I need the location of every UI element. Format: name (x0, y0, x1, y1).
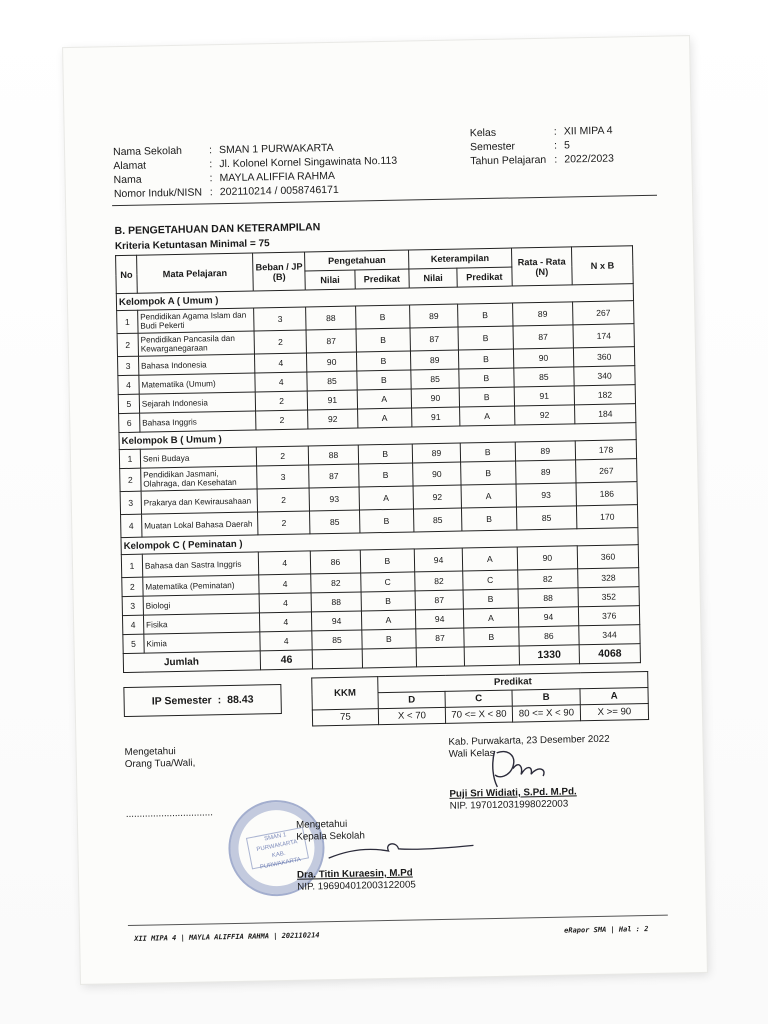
totals-jp: 46 (260, 650, 313, 670)
info-colon: : (209, 186, 213, 199)
cell-average: 82 (517, 569, 578, 589)
info-colon: : (553, 125, 557, 138)
ip-semester-box (123, 684, 282, 717)
info-label: Tahun Pelajaran (470, 153, 547, 168)
parent-line1: Mengetahui (124, 746, 176, 759)
cell-average: 89 (515, 460, 576, 484)
cell-knowledge-predicate: B (361, 591, 416, 611)
info-label: Alamat (113, 159, 147, 173)
kkm-value: 75 (312, 709, 378, 726)
group-title: Kelompok A ( Umum ) (116, 284, 633, 311)
cell-skills-score: 85 (413, 508, 462, 532)
info-value: 5 (563, 139, 570, 152)
cell-knowledge-score: 85 (312, 630, 362, 650)
cell-no: 2 (122, 577, 143, 596)
cell-no: 1 (117, 310, 138, 333)
cell-nxb: 340 (574, 366, 635, 386)
cell-skills-predicate: B (458, 326, 513, 350)
cell-nxb: 182 (574, 385, 635, 405)
cell-jp: 2 (254, 330, 307, 354)
grade-c: C (445, 690, 512, 707)
col-knowledge-score: Nilai (305, 270, 355, 290)
empty-cell (464, 646, 519, 666)
cell-average: 92 (514, 405, 575, 425)
info-colon: : (554, 153, 558, 166)
cell-knowledge-predicate: C (360, 572, 415, 592)
cell-knowledge-predicate: B (355, 305, 410, 329)
col-subject: Mata Pelajaran (136, 253, 253, 293)
cell-no: 3 (122, 596, 143, 615)
cell-subject: Kimia (144, 632, 260, 653)
footer-left: XII MIPA 4 | MAYLA ALIFFIA RAHMA | 202110214 (134, 931, 320, 943)
info-value: 2022/2023 (564, 152, 615, 166)
cell-nxb: 184 (575, 404, 636, 424)
cell-average: 85 (513, 367, 574, 387)
cell-knowledge-predicate: B (358, 463, 413, 487)
info-label: Kelas (469, 126, 497, 140)
predikat-header: Predikat (378, 671, 648, 692)
cell-subject: Pendidikan Jasmani, Olahraga, dan Kesehatan (141, 466, 258, 491)
section-title: B. PENGETAHUAN DAN KETERAMPILAN (114, 221, 321, 238)
cell-nxb: 178 (575, 440, 636, 460)
cell-subject: Prakarya dan Kewirausahaan (141, 489, 258, 514)
cell-knowledge-predicate: A (359, 486, 414, 510)
cell-no: 1 (119, 449, 140, 468)
cell-jp: 4 (260, 612, 313, 632)
info-colon: : (209, 172, 213, 185)
student-info (112, 140, 398, 205)
stamp-text: SMAN 1 PURWAKARTA KAB. PURWAKARTA (246, 827, 309, 870)
cell-no: 5 (118, 394, 139, 413)
cell-no: 6 (119, 413, 140, 432)
cell-skills-predicate: B (462, 507, 517, 531)
col-nxb: N x B (572, 246, 633, 285)
ip-label: IP Semester (151, 694, 212, 708)
cell-nxb: 376 (579, 606, 640, 626)
cell-subject: Bahasa Inggris (140, 411, 256, 432)
cell-no: 2 (117, 333, 138, 356)
teacher-name-block (449, 786, 577, 812)
report-card-page (63, 36, 707, 984)
cell-jp: 2 (256, 446, 309, 466)
cell-skills-score: 87 (416, 628, 464, 648)
cell-knowledge-score: 86 (311, 550, 361, 574)
cell-skills-score: 94 (415, 609, 463, 629)
cell-jp: 4 (259, 574, 312, 594)
cell-knowledge-score: 87 (306, 329, 356, 353)
cell-no: 3 (118, 356, 139, 375)
cell-jp: 4 (260, 631, 313, 651)
info-label: Nomor Induk/NISN (113, 186, 203, 201)
info-value: XII MIPA 4 (563, 124, 613, 138)
col-skills-predicate: Predikat (457, 267, 512, 287)
cell-skills-score: 89 (412, 443, 460, 463)
cell-skills-predicate: A (462, 547, 517, 571)
kkm-header: KKM (312, 677, 379, 710)
info-colon: : (553, 139, 558, 152)
principal-name: Dra. Titin Kuraesin, M.Pd (296, 867, 413, 881)
footer-right: eRapor SMA | Hal : 2 (564, 925, 649, 935)
principal-role: Kepala Sekolah (296, 830, 365, 843)
cell-no: 5 (123, 634, 144, 653)
cell-average: 85 (516, 506, 577, 530)
cell-knowledge-predicate: B (356, 351, 411, 371)
cell-average: 87 (513, 325, 574, 349)
cell-skills-score: 92 (413, 485, 462, 509)
cell-nxb: 174 (573, 324, 634, 348)
cell-skills-predicate: C (463, 570, 518, 590)
cell-no: 1 (121, 554, 142, 577)
totals-nxb: 4068 (579, 644, 640, 664)
info-colon: : (209, 158, 213, 171)
cell-average: 90 (517, 546, 578, 570)
cell-jp: 4 (259, 593, 312, 613)
cell-skills-predicate: A (460, 406, 515, 426)
cell-skills-predicate: B (459, 349, 514, 369)
cell-knowledge-score: 93 (309, 487, 359, 511)
cell-nxb: 170 (577, 505, 638, 529)
cell-jp: 2 (257, 488, 310, 512)
group-title: Kelompok B ( Umum ) (119, 423, 636, 450)
grades-table (115, 245, 641, 673)
cell-average: 89 (515, 441, 576, 461)
cell-knowledge-score: 85 (310, 510, 360, 534)
cell-knowledge-score: 85 (307, 371, 357, 391)
cell-subject: Seni Budaya (140, 447, 256, 468)
teacher-name: Puji Sri Widiati, S.Pd. M.Pd. (449, 786, 577, 800)
principal-name-block (297, 867, 416, 893)
cell-skills-score: 90 (413, 462, 462, 486)
cell-knowledge-score: 87 (309, 464, 359, 488)
cell-nxb: 186 (576, 482, 637, 506)
cell-subject: Matematika (Umum) (139, 373, 255, 394)
cell-subject: Biologi (143, 594, 259, 615)
group-title: Kelompok C ( Peminatan ) (121, 528, 638, 555)
cell-skills-score: 94 (414, 548, 463, 572)
cell-knowledge-score: 88 (311, 592, 361, 612)
cell-skills-score: 89 (410, 304, 459, 328)
cell-jp: 3 (254, 307, 307, 331)
cell-subject: Bahasa dan Sastra Inggris (142, 552, 259, 577)
totals-label: Jumlah (123, 651, 260, 673)
ip-separator: : (217, 694, 222, 707)
cell-subject: Bahasa Indonesia (138, 354, 254, 375)
cell-nxb: 360 (577, 545, 638, 569)
info-colon: : (208, 144, 213, 157)
cell-jp: 4 (255, 372, 308, 392)
cell-knowledge-score: 88 (309, 445, 359, 465)
cell-skills-predicate: B (463, 589, 518, 609)
parent-signature-line: ................................ (125, 807, 213, 821)
place-date: Kab. Purwakarta, 23 Desember 2022 (448, 733, 610, 748)
cell-jp: 2 (256, 410, 309, 430)
cell-knowledge-predicate: B (358, 444, 413, 464)
cell-average: 90 (513, 348, 574, 368)
col-knowledge-predicate: Predikat (354, 269, 409, 289)
range-a: X >= 90 (580, 703, 648, 720)
kkm-criteria-label: Kriteria Ketuntasan Minimal = (114, 238, 256, 253)
cell-no: 4 (122, 615, 143, 634)
info-value: 202110214 / 0058746171 (219, 183, 339, 199)
cell-nxb: 344 (579, 625, 640, 645)
footer-divider (128, 915, 668, 926)
empty-cell (313, 649, 363, 669)
parent-line2: Orang Tua/Wali, (124, 757, 196, 771)
cell-subject: Sejarah Indonesia (139, 392, 255, 413)
cell-knowledge-predicate: B (361, 629, 416, 649)
info-value: MAYLA ALIFFIA RAHMA (219, 169, 336, 185)
cell-skills-score: 82 (415, 571, 463, 591)
cell-subject: Fisika (143, 613, 259, 634)
cell-average: 93 (516, 483, 577, 507)
cell-skills-score: 89 (410, 350, 458, 370)
info-label: Nama Sekolah (112, 144, 183, 159)
cell-skills-predicate: B (459, 368, 514, 388)
col-skills: Keterampilan (408, 248, 511, 269)
col-no: No (116, 255, 138, 293)
cell-knowledge-score: 88 (306, 306, 356, 330)
info-label: Semester (469, 140, 516, 154)
cell-nxb: 267 (576, 459, 637, 483)
cell-average: 88 (518, 588, 579, 608)
principal-nip: NIP. 196904012003122005 (297, 879, 416, 893)
cell-average: 94 (518, 607, 579, 627)
cell-knowledge-score: 91 (308, 390, 358, 410)
cell-no: 4 (121, 514, 142, 537)
col-skills-score: Nilai (409, 268, 457, 288)
cell-skills-predicate: A (461, 484, 516, 508)
col-load: Beban / JP (B) (253, 252, 306, 291)
cell-average: 91 (514, 386, 575, 406)
ip-value: 88.43 (227, 693, 254, 707)
grades-body (116, 284, 640, 654)
cell-nxb: 360 (574, 347, 635, 367)
info-value: SMAN 1 PURWAKARTA (218, 141, 334, 157)
info-label: Nama (113, 173, 142, 187)
cell-knowledge-predicate: B (356, 328, 411, 352)
empty-cell (362, 648, 417, 668)
cell-jp: 4 (255, 353, 308, 373)
cell-knowledge-predicate: B (359, 509, 414, 533)
col-average: Rata - Rata (N) (511, 247, 572, 286)
cell-jp: 4 (258, 551, 311, 575)
grade-b: B (512, 689, 580, 706)
cell-skills-score: 90 (411, 388, 459, 408)
range-d: X < 70 (378, 707, 445, 724)
col-knowledge: Pengetahuan (305, 250, 409, 271)
cell-knowledge-predicate: A (357, 408, 412, 428)
cell-skills-predicate: B (461, 461, 516, 485)
cell-no: 2 (120, 468, 141, 491)
cell-knowledge-score: 90 (307, 352, 357, 372)
grade-d: D (378, 691, 445, 708)
cell-nxb: 352 (578, 587, 639, 607)
cell-skills-predicate: B (459, 387, 514, 407)
principal-line1: Mengetahui (295, 818, 348, 831)
cell-average: 86 (518, 626, 579, 646)
empty-cell (416, 647, 464, 667)
cell-skills-score: 87 (410, 327, 459, 351)
cell-no: 3 (120, 491, 141, 514)
teacher-role: Wali Kelas (448, 747, 495, 760)
principal-signature (318, 835, 479, 868)
kkm-criteria (115, 238, 270, 252)
cell-knowledge-score: 92 (308, 409, 358, 429)
cell-skills-predicate: B (458, 303, 513, 327)
cell-subject: Matematika (Peminatan) (143, 575, 259, 596)
predicate-table (311, 671, 649, 726)
parent-signature-block (125, 746, 196, 771)
cell-nxb: 267 (573, 301, 634, 325)
cell-average: 89 (512, 302, 573, 326)
cell-no: 4 (118, 375, 139, 394)
cell-skills-score: 87 (415, 590, 463, 610)
cell-skills-predicate: A (464, 608, 519, 628)
cell-jp: 2 (255, 391, 308, 411)
cell-knowledge-score: 82 (311, 573, 361, 593)
cell-subject: Pendidikan Agama Islam dan Budi Pekerti (138, 308, 255, 333)
cell-nxb: 328 (578, 568, 639, 588)
cell-subject: Muatan Lokal Bahasa Daerah (141, 512, 258, 537)
cell-skills-predicate: B (460, 442, 515, 462)
cell-jp: 3 (257, 465, 310, 489)
range-b: 80 <= X < 90 (512, 705, 580, 722)
cell-skills-score: 85 (411, 369, 459, 389)
cell-knowledge-predicate: A (357, 389, 412, 409)
cell-knowledge-predicate: A (361, 610, 416, 630)
cell-jp: 2 (258, 511, 311, 535)
cell-subject: Pendidikan Pancasila dan Kewarganegaraan (138, 331, 255, 356)
grade-a: A (580, 687, 648, 704)
cell-skills-score: 91 (412, 407, 460, 427)
kkm-criteria-value: 75 (258, 238, 270, 250)
cell-knowledge-predicate: B (360, 549, 415, 573)
cell-skills-predicate: B (464, 627, 519, 647)
class-info (470, 123, 661, 177)
totals-avg: 1330 (519, 645, 580, 665)
teacher-nip: NIP. 197012031998022003 (449, 798, 569, 812)
cell-knowledge-score: 94 (312, 611, 362, 631)
range-c: 70 <= X < 80 (445, 706, 512, 723)
info-value: Jl. Kolonel Kornel Singawinata No.113 (219, 154, 398, 171)
cell-knowledge-predicate: B (356, 370, 411, 390)
